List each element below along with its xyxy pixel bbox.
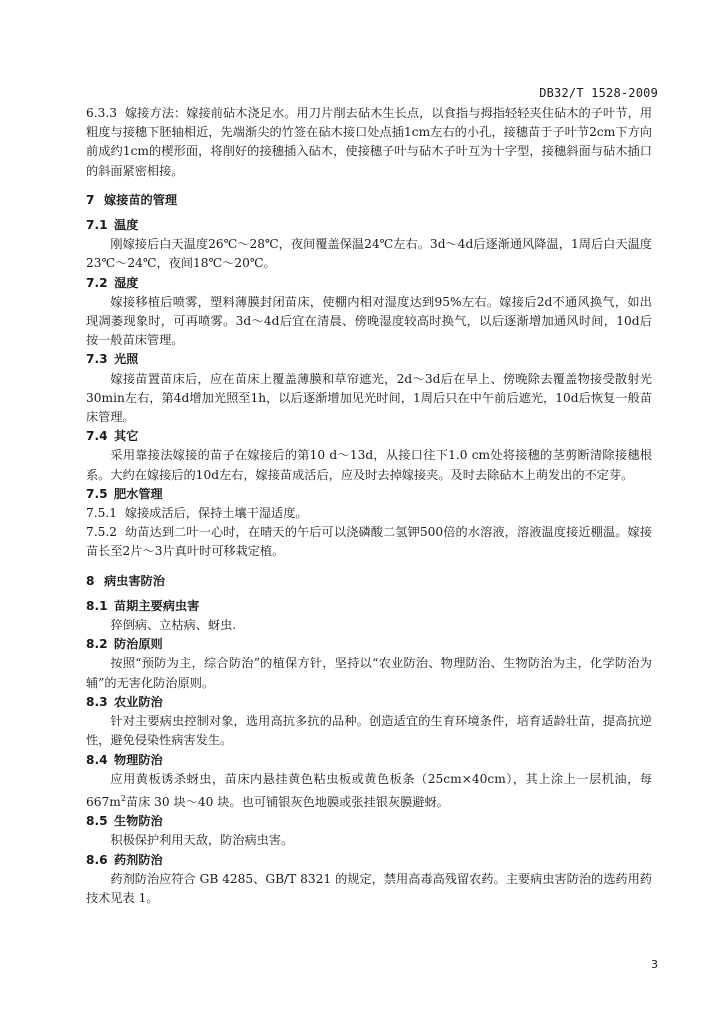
clause-text-part: 苗床 30 块～40 块。也可铺银灰色地膜或张挂银灰膜避蚜。 xyxy=(125,794,449,809)
clause-8-6-heading xyxy=(86,851,652,870)
clause-7-5-heading xyxy=(86,485,652,504)
clause-8-4-text xyxy=(86,770,652,812)
clause-number: 8.1 xyxy=(86,598,108,613)
clause-title: 湿度 xyxy=(114,275,139,290)
clause-number: 7.2 xyxy=(86,275,108,290)
document-code: DB32/T 1528-2009 xyxy=(539,86,658,100)
clause-7-3-text: 嫁接苗置苗床后，应在苗床上覆盖薄膜和草帘遮光，2d～3d后在早上、傍晚除去覆盖物接受散射光30min左右，第4d增加光照至1h，以后逐渐增加见光时间，1周后只在中午前后遮光，10d后恢复一般苗床管理。 xyxy=(86,371,652,425)
clause-number: 7.5.1 xyxy=(86,506,118,521)
clause-title: 光照 xyxy=(114,352,139,367)
clause-7-1-heading xyxy=(86,216,652,235)
section-number: 8 xyxy=(86,573,95,588)
clause-8-5-text: 积极保护利用天敌，防治病虫害。 xyxy=(110,833,294,848)
clause-8-4-heading xyxy=(86,751,652,770)
clause-title: 药剂防治 xyxy=(114,852,163,867)
clause-title: 农业防治 xyxy=(114,694,163,709)
section-8-heading xyxy=(86,572,652,591)
clause-number: 7.5.2 xyxy=(86,525,118,540)
clause-number: 8.2 xyxy=(86,637,108,652)
clause-number: 8.4 xyxy=(86,752,108,767)
clause-8-2-heading xyxy=(86,635,652,654)
clause-text-part: 应用黄板诱杀蚜虫，苗床内悬挂黄色粘虫板或黄色板条（25cm×40cm），其上涂上一层机油，每667m xyxy=(86,771,652,809)
clause-number: 8.6 xyxy=(86,852,108,867)
clause-text: 嫁接成活后，保持土壤干湿适度。 xyxy=(124,506,308,521)
superscript: 2 xyxy=(120,793,126,803)
clause-number: 8.5 xyxy=(86,814,108,829)
clause-title: 物理防治 xyxy=(114,752,163,767)
clause-6-3-3 xyxy=(86,104,652,181)
clause-number: 8.3 xyxy=(86,694,108,709)
clause-7-5-2 xyxy=(86,523,652,561)
clause-8-6-text: 药剂防治应符合 GB 4285、GB/T 8321 的规定，禁用高毒高残留农药。主要病虫害防治的选药用药技术见表 1。 xyxy=(86,871,652,905)
clause-8-1-text: 猝倒病、立枯病、蚜虫. xyxy=(110,618,237,633)
page-number: 3 xyxy=(651,958,658,971)
clause-7-5-1 xyxy=(86,504,652,523)
clause-title: 其它 xyxy=(114,429,139,444)
clause-text: 嫁接方法：嫁接前砧木浇足水。用刀片削去砧木生长点，以食指与拇指轻轻夹住砧木的子叶节，用粗度与接穗下胚轴相近，先端渐尖的竹签在砧木接口处点插1cm左右的小孔，接穗苗于子叶节2cm下方向前成约1cm的楔形面，将削好的接穗插入砧木，使接穗子叶与砧木子叶互为十字型，接穗斜面与砧木插口的斜面紧密相接。 xyxy=(86,106,653,178)
clause-8-1-heading xyxy=(86,597,652,616)
clause-number: 7.1 xyxy=(86,218,108,233)
clause-title: 苗期主要病虫害 xyxy=(114,598,200,613)
clause-8-5-heading xyxy=(86,812,652,831)
clause-7-2-heading xyxy=(86,274,652,293)
clause-7-4-text: 采用靠接法嫁接的苗子在嫁接后的第10 d～13d，从接口往下1.0 cm处将接穗的茎剪断清除接穗根系。大约在嫁接后的10d左右，嫁接苗成活后，应及时去掉嫁接夹。及时去除砧木上萌发出的不定芽。 xyxy=(86,448,652,482)
section-7-heading xyxy=(86,191,652,210)
clause-number: 6.3.3 xyxy=(86,106,118,120)
document-body xyxy=(86,104,652,908)
clause-8-2-text: 按照“预防为主，综合防治”的植保方针，坚持以“农业防治、物理防治、生物防治为主，化学防治为辅”的无害化防治原则。 xyxy=(86,656,652,690)
clause-7-1-text: 刚嫁接后白天温度26℃～28℃，夜间覆盖保温24℃左右。3d～4d后逐渐通风降温，1周后白天温度23℃～24℃，夜间18℃～20℃。 xyxy=(86,237,652,271)
clause-text: 幼苗达到二叶一心时，在晴天的午后可以浇磷酸二氢钾500倍的水溶液，溶液温度接近棚温。嫁接苗长至2片～3片真叶时可移栽定植。 xyxy=(86,525,652,559)
clause-8-3-text: 针对主要病虫控制对象，选用高抗多抗的品种。创造适宜的生育环境条件，培育适龄壮苗，提高抗逆性，避免侵染性病害发生。 xyxy=(86,714,652,748)
section-number: 7 xyxy=(86,192,95,207)
clause-7-2-text: 嫁接移植后喷雾，塑料薄膜封闭苗床，使棚内相对湿度达到95%左右。嫁接后2d不通风换气，如出现凋萎现象时，可再喷雾。3d～4d后宜在清晨、傍晚湿度较高时换气，以后逐渐增加通风时间，10d后按一般苗床管理。 xyxy=(86,294,652,348)
clause-title: 生物防治 xyxy=(114,814,163,829)
clause-8-3-heading xyxy=(86,693,652,712)
clause-7-4-heading xyxy=(86,427,652,446)
clause-title: 温度 xyxy=(114,218,139,233)
clause-title: 肥水管理 xyxy=(114,486,163,501)
section-title: 病虫害防治 xyxy=(104,573,165,588)
section-title: 嫁接苗的管理 xyxy=(104,192,178,207)
clause-number: 7.3 xyxy=(86,352,108,367)
clause-7-3-heading xyxy=(86,350,652,369)
clause-number: 7.4 xyxy=(86,429,108,444)
clause-title: 防治原则 xyxy=(114,637,163,652)
clause-number: 7.5 xyxy=(86,486,108,501)
